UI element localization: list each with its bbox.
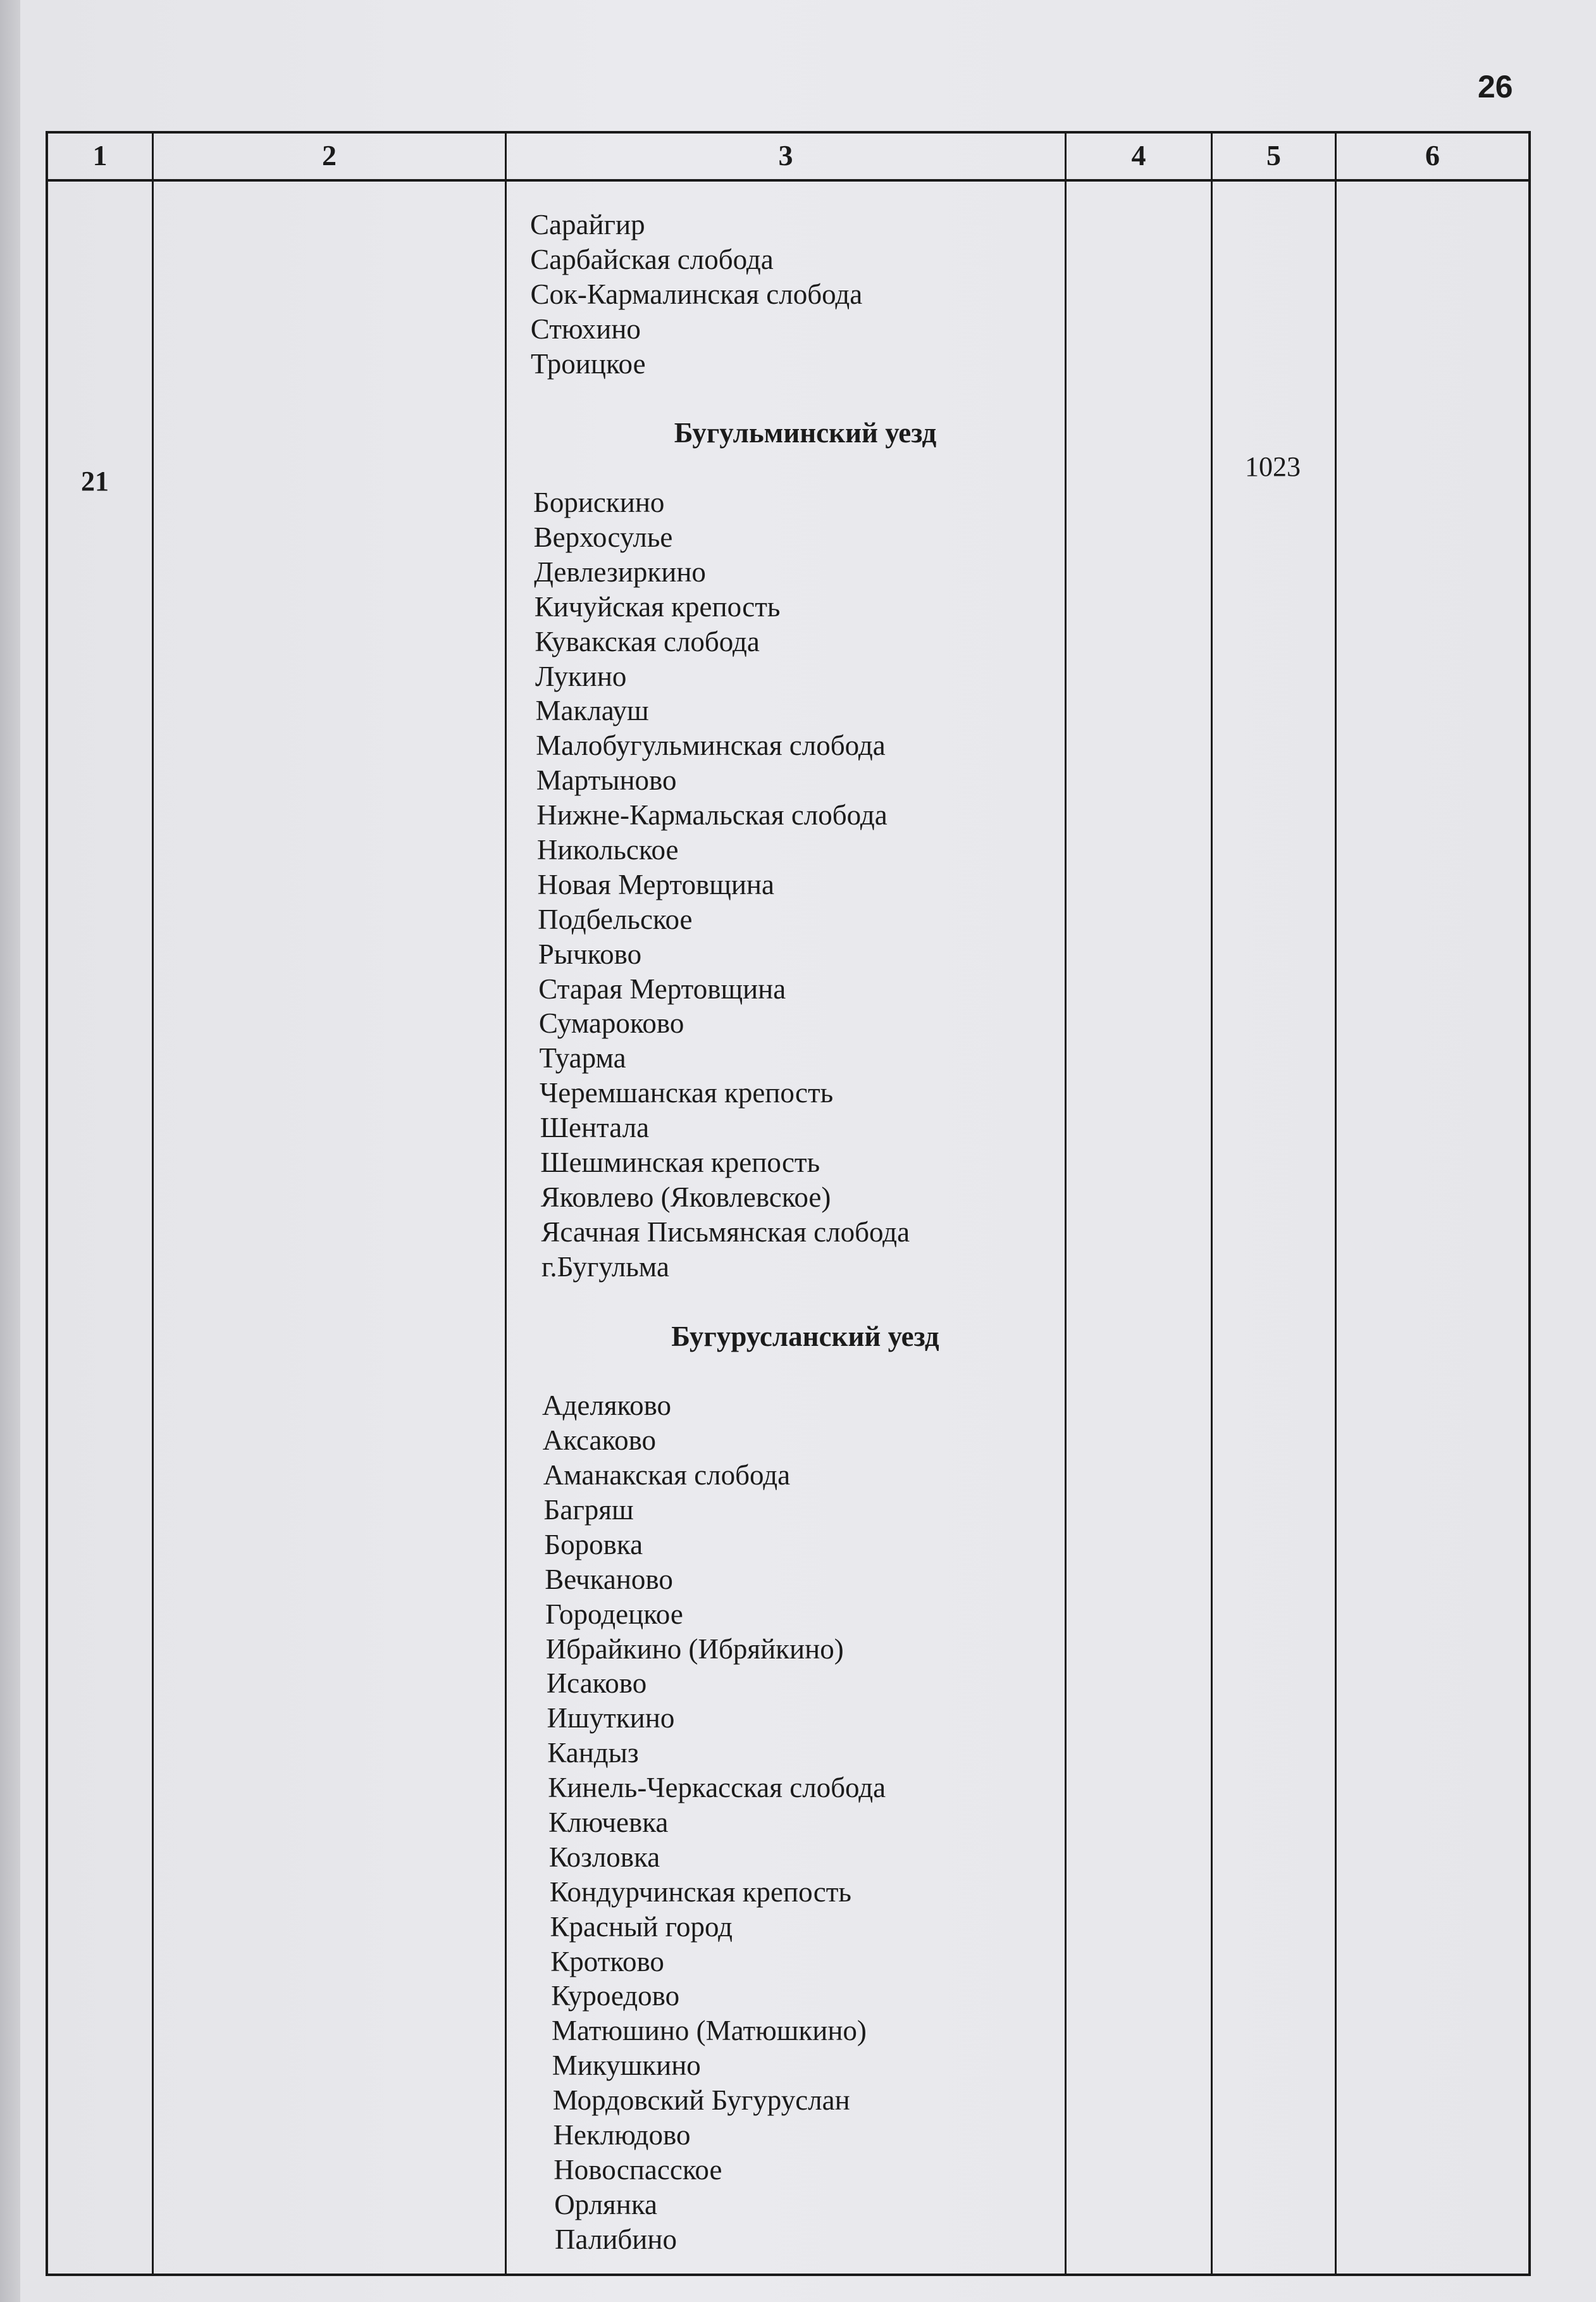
settlement-list xyxy=(530,208,1055,2257)
settlement-name: Троицкое xyxy=(531,347,646,380)
column-header-6: 6 xyxy=(1425,139,1440,171)
spacer xyxy=(530,1353,1055,1388)
settlement-name: Нижне-Кармальская слобода xyxy=(536,799,888,831)
settlement-name: Матюшино (Матюшкино) xyxy=(552,2015,867,2047)
settlement-name: Кувакская слобода xyxy=(535,625,760,657)
settlement-name: Кинель-Черкасская слобода xyxy=(548,1772,886,1804)
column-header-5: 5 xyxy=(1266,139,1281,171)
settlement-name: Малобугульминская слобода xyxy=(536,730,886,762)
settlement-name: Кротково xyxy=(550,1945,664,1977)
settlement-name: Верхосулье xyxy=(533,521,673,554)
column-header-2: 2 xyxy=(322,139,337,171)
settlement-name: Аксаково xyxy=(542,1424,657,1457)
row-number: 21 xyxy=(81,466,109,497)
spacer xyxy=(530,1285,1055,1319)
settlement-name: Старая Мертовщина xyxy=(538,973,786,1005)
column-divider-1-2 xyxy=(152,131,154,2276)
settlement-name: Багряш xyxy=(543,1493,634,1526)
settlement-name: Рычково xyxy=(538,938,642,970)
page-number: 26 xyxy=(1478,69,1513,104)
settlement-name: Ибрайкино (Ибряйкино) xyxy=(545,1633,844,1665)
settlement-name: Городецкое xyxy=(545,1598,683,1630)
settlement-name: Орлянка xyxy=(554,2188,657,2220)
settlement-name: Лукино xyxy=(535,660,627,692)
settlement-name: Мартыново xyxy=(536,764,677,797)
settlements-before-group xyxy=(530,208,1055,381)
settlement-name: Туарма xyxy=(539,1042,626,1074)
settlement-name: Стюхино xyxy=(530,313,641,345)
settlement-name: Кандыз xyxy=(547,1737,639,1769)
settlement-name: Мордовский Бугуруслан xyxy=(552,2084,850,2117)
settlement-name: Палибино xyxy=(555,2223,677,2255)
uezd-heading-bugulma: Бугульминский уезд xyxy=(674,417,937,449)
column-header-3: 3 xyxy=(778,139,793,171)
settlement-name: Боровка xyxy=(544,1528,643,1560)
settlement-name: Ишуткино xyxy=(547,1702,675,1734)
settlement-name: Шешминская крепость xyxy=(540,1147,820,1179)
settlement-name: Никольское xyxy=(536,834,679,866)
settlements-buguruslan-group xyxy=(530,1388,1055,2256)
column-divider-2-3 xyxy=(505,131,507,2276)
settlement-name: Микушкино xyxy=(552,2050,701,2082)
settlement-name: Красный город xyxy=(550,1910,733,1943)
settlement-name: Новоспасское xyxy=(554,2153,722,2186)
column-divider-4-5 xyxy=(1211,131,1213,2276)
settlement-name: Девлезиркино xyxy=(534,556,706,588)
settlement-name: Неклюдово xyxy=(553,2118,691,2151)
column5-value: 1023 xyxy=(1245,451,1301,482)
column-divider-5-6 xyxy=(1335,131,1337,2276)
settlement-name: Маклауш xyxy=(535,695,649,727)
column-header-4: 4 xyxy=(1131,139,1146,171)
settlement-name: Ключевка xyxy=(548,1806,669,1838)
settlement-name: Ясачная Письмянская слобода xyxy=(541,1216,910,1248)
settlement-name: Новая Мертовщина xyxy=(537,868,774,900)
settlement-name: Кондурчинская крепость xyxy=(549,1876,851,1908)
settlement-name: Сок-Кармалинская слобода xyxy=(530,278,863,310)
column-header-1: 1 xyxy=(92,139,108,171)
settlement-name: Подбельское xyxy=(538,903,693,935)
settlement-name: Исаково xyxy=(546,1667,647,1700)
settlement-name: Борискино xyxy=(533,487,665,519)
page-spine-shadow xyxy=(0,0,20,2302)
settlement-name: Сарбайская слобода xyxy=(530,243,774,275)
settlements-bugulma-group xyxy=(530,485,1055,1284)
spacer xyxy=(530,381,1055,416)
settlement-name: Куроедово xyxy=(551,1980,680,2012)
settlement-name: Сумароково xyxy=(538,1007,684,1040)
settlement-name: Аделяково xyxy=(542,1390,672,1422)
settlement-name: Шентала xyxy=(540,1112,650,1144)
settlement-name: Черемшанская крепость xyxy=(540,1077,834,1109)
settlement-name: Кичуйская крепость xyxy=(534,590,781,623)
settlement-name: Сарайгир xyxy=(530,209,645,240)
settlement-name: Яковлево (Яковлевское) xyxy=(540,1181,831,1213)
settlement-name: Аманакская слобода xyxy=(543,1459,791,1491)
settlement-name: Козловка xyxy=(548,1841,660,1873)
settlement-name: Вечканово xyxy=(545,1563,673,1595)
column-divider-3-4 xyxy=(1065,131,1067,2276)
uezd-heading-buguruslan: Бугурусланский уезд xyxy=(671,1320,939,1352)
spacer xyxy=(530,451,1055,485)
settlement-name: г.Бугульма xyxy=(541,1250,669,1283)
